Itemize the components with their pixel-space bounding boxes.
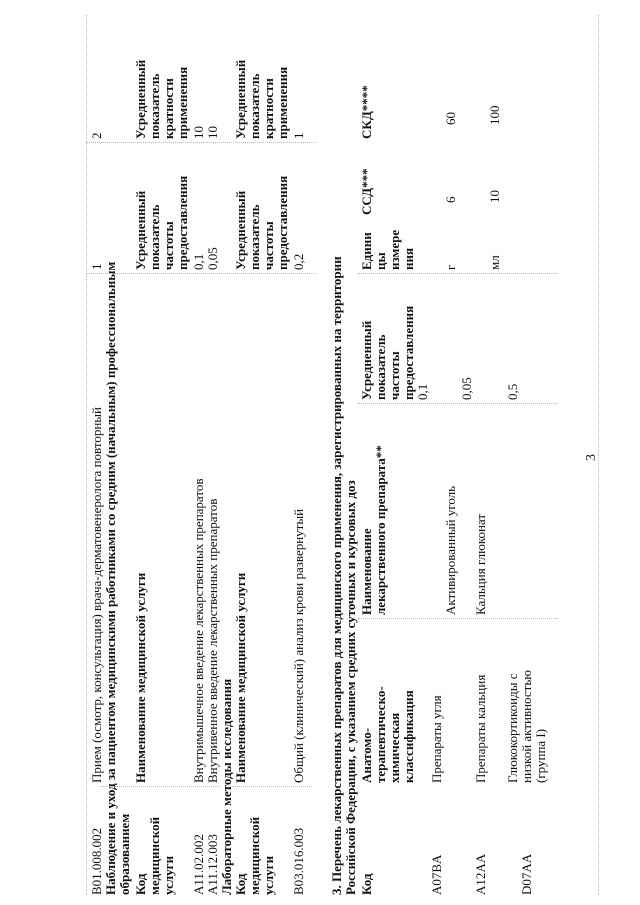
row-freq: 1 [89, 263, 104, 270]
row-mult: 2 [89, 132, 104, 139]
header-freq: Усредненный [133, 190, 148, 270]
table-divider [358, 273, 558, 274]
header-ssd: ССД*** [359, 168, 374, 215]
section-title-cont: Российской Федерации, с указанием средних суточных и курсовых доз [343, 480, 358, 895]
row-atc: низкой активностью [519, 670, 534, 783]
header-mult: показатель [147, 73, 162, 139]
table-divider [100, 786, 220, 787]
header-drug: лекарственного препарата** [373, 445, 388, 615]
header-freq: показатель [247, 204, 262, 270]
header-name: Наименование медицинской услуги [133, 572, 148, 783]
header-freq: предоставления [175, 175, 190, 270]
header-code: Код [359, 873, 374, 895]
header-mult: Усредненный [233, 59, 248, 139]
header-mult: показатель [247, 73, 262, 139]
section-title: Лабораторные методы исследования [219, 678, 234, 895]
section-title: Наблюдение и уход за пациентом медицинскими работниками со средним (начальным) профессиональным [103, 261, 118, 895]
header-unit: Едини [359, 232, 374, 270]
table-divider [86, 142, 316, 143]
row-freq: 0,05 [459, 377, 474, 400]
row-freq: 0,1 [191, 253, 206, 270]
row-skd: 60 [443, 112, 458, 125]
row-name: Общий (клинический) анализ крови развернутый [291, 508, 306, 783]
row-mult: 10 [205, 126, 220, 139]
row-freq: 0,05 [205, 247, 220, 270]
header-atc: классификация [401, 690, 416, 783]
header-atc: терапевтическо- [373, 686, 388, 783]
row-freq: 0,1 [415, 383, 430, 400]
header-freq: частоты [387, 351, 402, 400]
section-title: 3. Перечень лекарственных препаратов для медицинского применения, зарегистрированных на территории [329, 256, 344, 895]
header-freq: частоты [261, 221, 276, 270]
header-skd: СКД**** [359, 85, 374, 139]
row-ssd: 6 [443, 196, 458, 203]
row-code: D07AA [519, 853, 534, 895]
row-unit: г [443, 264, 458, 270]
row-unit: мл [487, 255, 502, 270]
row-name: Прием (осмотр, консультация) врача-дерматовенеролога повторный [89, 406, 104, 783]
table-divider [86, 273, 316, 274]
table-divider [358, 403, 558, 404]
header-mult: Усредненный [133, 59, 148, 139]
header-freq: предоставления [275, 175, 290, 270]
header-mult: кратности [261, 78, 276, 139]
header-name: Наименование медицинской услуги [233, 572, 248, 783]
row-atc: (группа I) [533, 728, 548, 783]
header-code: Код [133, 873, 148, 895]
table-divider [232, 786, 312, 787]
header-freq: Усредненный [233, 190, 248, 270]
header-freq: показатель [147, 204, 162, 270]
table-divider [358, 618, 558, 619]
row-skd: 100 [487, 105, 502, 125]
row-ssd: 10 [487, 190, 502, 203]
table-divider [86, 15, 87, 895]
section-title-cont: образованием [117, 813, 132, 895]
row-drug: Активированный уголь [443, 485, 458, 615]
row-code: B03.016.003 [291, 827, 306, 895]
header-freq: Усредненный [359, 320, 374, 400]
header-code: услуги [161, 855, 176, 895]
row-mult: 1 [291, 132, 306, 139]
header-mult: применения [275, 66, 290, 139]
row-code: B01.008.002 [89, 827, 104, 895]
header-code: Код [233, 873, 248, 895]
row-name: Внутривенное введение лекарственных препаратов [205, 498, 220, 783]
header-freq: частоты [161, 221, 176, 270]
row-code: A07BA [429, 854, 444, 895]
page-number: 3 [584, 454, 599, 461]
header-code: медицинской [247, 816, 262, 895]
header-unit: измере [387, 229, 402, 270]
header-freq: предоставления [401, 305, 416, 400]
header-atc: Анатомо- [359, 727, 374, 783]
row-atc: Препараты кальция [473, 674, 488, 783]
header-unit: цы [373, 252, 388, 270]
header-atc: химическая [387, 712, 402, 783]
row-freq: 0,5 [505, 383, 520, 400]
row-code: A12AA [473, 853, 488, 895]
table-divider [598, 15, 599, 895]
header-code: медицинской [147, 816, 162, 895]
header-code: услуги [261, 855, 276, 895]
row-atc: Препараты угля [429, 695, 444, 783]
row-name: Внутримышечное введение лекарственных препаратов [191, 478, 206, 783]
row-drug: Кальция глюконат [473, 513, 488, 615]
row-code: A11.02.002 [191, 834, 206, 895]
header-mult: применения [175, 66, 190, 139]
row-code: A11.12.003 [205, 834, 220, 895]
header-drug: Наименование [359, 528, 374, 615]
row-mult: 10 [191, 126, 206, 139]
row-freq: 0,2 [291, 253, 306, 270]
header-freq: показатель [373, 334, 388, 400]
header-unit: ния [401, 247, 416, 270]
header-mult: кратности [161, 78, 176, 139]
row-atc: Глюкокортикоиды с [505, 673, 520, 783]
